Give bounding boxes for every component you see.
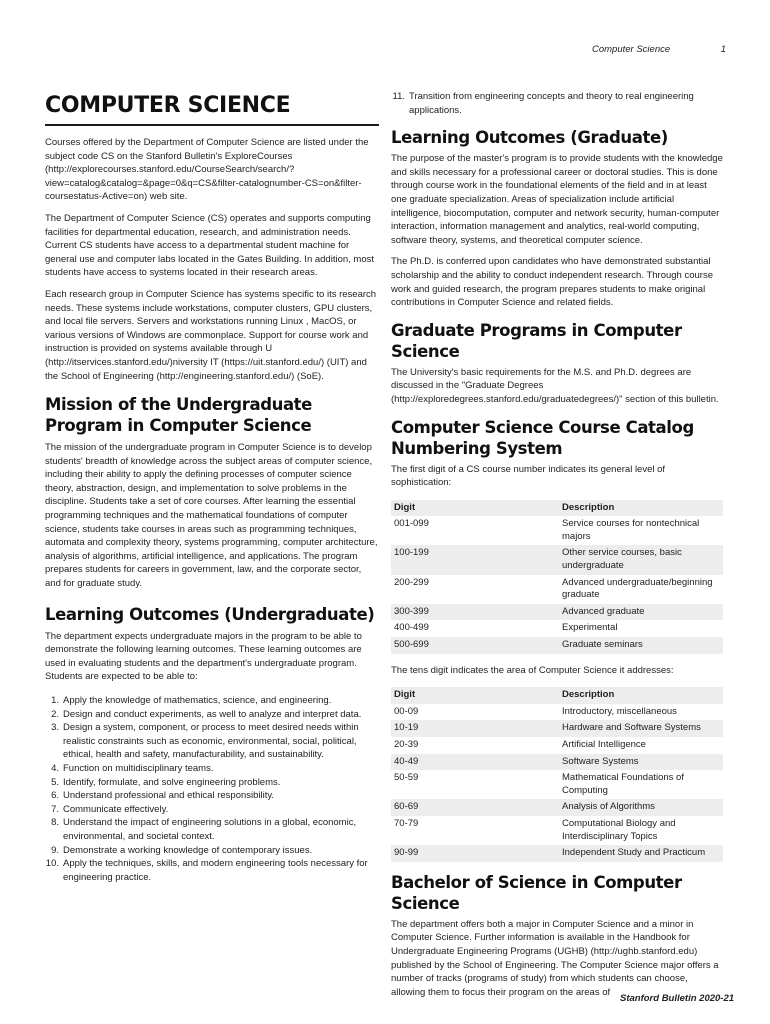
table-row: 00-09 Introductory, miscellaneous xyxy=(394,705,677,717)
table-row: 500-699 Graduate seminars xyxy=(391,637,723,654)
list-item: 11. Transition from engineering concepts and theory to real engineering applications. xyxy=(392,91,694,116)
bs-heading: Bachelor of Science in Computer Science xyxy=(391,872,682,913)
running-footer: Stanford Bulletin 2020-21 xyxy=(620,993,735,1004)
right-column xyxy=(391,90,723,999)
table-row: 200-299 Advanced undergraduate/beginning graduate xyxy=(394,576,713,601)
page-number: 1 xyxy=(720,44,726,55)
list-item: 7. Communicate effectively. xyxy=(51,803,169,815)
list-item: 1. Apply the knowledge of mathematics, science, and engineering. xyxy=(51,695,332,706)
table-row: 10-19 Hardware and Software Systems xyxy=(391,720,723,737)
table-row: 20-39 Artificial Intelligence xyxy=(394,739,646,750)
ugrad-outcomes-text: The department expects undergraduate majors in the program to be able to demonstrate the following learning outcomes. These learning outcomes are used in evaluating students and the department's undergraduate program. Students are expected to be able to: xyxy=(45,630,362,683)
table-row: 300-399 Advanced graduate xyxy=(391,604,723,621)
grad-programs-text: The University's basic requirements for the M.S. and Ph.D. degrees are discussed in the "Graduate Degrees (http://exploredegrees.stanford.edu/graduatedegrees/)" section of this bulletin. xyxy=(391,366,719,405)
outcomes-list-continued xyxy=(391,90,723,117)
table-row: 50-59 Mathematical Foundations of Computing xyxy=(394,772,684,796)
table-row: 70-79 Computational Biology and Interdisciplinary Topics xyxy=(394,817,676,842)
ugrad-outcomes-heading: Learning Outcomes (Undergraduate) xyxy=(45,604,375,624)
level-table xyxy=(391,500,723,654)
outcomes-list xyxy=(45,694,379,884)
running-header xyxy=(592,44,726,58)
numbering-heading: Computer Science Course Catalog Numbering System xyxy=(391,417,694,458)
table-row: 40-49 Software Systems xyxy=(391,754,723,771)
mission-text: The mission of the undergraduate program in Computer Science is to develop students' breadth of knowledge across the subject areas of computer science, including their ability to apply the defining processes of computer science theory, abstraction, design, and implementation to solve problems in the discipline. Students take a set of core courses. After learning the essential programming techniques and the mathematical foundations of computer science, students take courses in areas such as programming techniques, automata and complexity theory, systems programming, computer architecture, analysis of algorithms, artificial intelligence, and applications. The program prepares students for careers in government, law, and the corporate sector, and for graduate study. xyxy=(45,442,378,590)
grad-outcomes-text: The Ph.D. is conferred upon candidates who have demonstrated substantial scholarship and the ability to conduct independent research. Through course work and guided research, the program prepares students to make original contributions in Computer Science and related fields. xyxy=(391,256,713,309)
column-header-description: Description xyxy=(559,687,723,704)
table-row: 001-099 Service courses for nontechnical majors xyxy=(394,518,700,542)
list-item: 2. Design and conduct experiments, as well to analyze and interpret data. xyxy=(51,708,362,720)
table-row: 90-99 Independent Study and Practicum xyxy=(391,845,723,862)
left-column xyxy=(45,90,379,884)
intro-paragraph: Courses offered by the Department of Computer Science are listed under the subject code CS on the Stanford Bulletin's ExploreCourses (http://explorecourses.stanford.edu/CourseSearch/search/?view=catalog&catalog=&page=0&q=CS&filter-catalognumber-CS=on&filter-coursestatus-Active=on) web site. xyxy=(45,137,369,203)
list-item: 4. Function on multidisciplinary teams. xyxy=(51,762,214,774)
table-row: 60-69 Analysis of Algorithms xyxy=(391,799,723,816)
bs-text: The department offers both a major in Computer Science and a minor in Computer Science. Further information is available in the Handbook for Undergraduate Engineering Programs (UGHB) (http://ughb.stanford.edu) published by the School of Engineering. The Computer Science major offers a number of tracks (programs of study) from which students can choose, allowing them to focus their program on the areas of xyxy=(391,918,719,998)
column-header-digit: Digit xyxy=(391,500,559,517)
mission-heading: Mission of the Undergraduate Program in Computer Science xyxy=(45,395,312,436)
title-rule xyxy=(45,124,379,126)
list-item: 9. Demonstrate a working knowledge of contemporary issues. xyxy=(51,844,313,856)
intro-paragraph: The Department of Computer Science (CS) operates and supports computing facilities for departmental education, research, and administration needs. Current CS students have access to a departmental student machine for general use and computer labs located in the Gates Building. In addition, most students have access to systems located in their research areas. xyxy=(45,212,375,279)
numbering-text: The first digit of a CS course number indicates its general level of sophistication: xyxy=(391,463,666,489)
header-title: Computer Science xyxy=(592,44,671,55)
list-item: 10. Apply the techniques, skills, and modern engineering tools necessary for engineering practice. xyxy=(45,858,368,883)
table-row: 100-199 Other service courses, basic undergraduate xyxy=(391,545,723,574)
area-table xyxy=(391,687,723,862)
table-header-row xyxy=(391,500,723,517)
list-item: 6. Understand professional and ethical responsibility. xyxy=(51,790,275,802)
page-title: COMPUTER SCIENCE xyxy=(45,93,291,118)
grad-programs-heading: Graduate Programs in Computer Science xyxy=(391,320,682,361)
grad-outcomes-heading: Learning Outcomes (Graduate) xyxy=(391,128,668,148)
list-item: 3. Design a system, component, or process to meet desired needs within realistic constraints such as economic, environmental, social, political, ethical, health and safety, manufacturability, and sustainability. xyxy=(51,722,359,761)
table-header-row xyxy=(391,687,723,704)
intro-paragraph: Each research group in Computer Science has systems specific to its research needs. These systems include workstations, computer clusters, GPU clusters, and local file servers. Servers and workstations running Linux , MacOS, or various versions of Windows are commonplace. Support for course work and instruction is provided on systems available through U (http://itservices.stanford.edu/)niversity IT (https://uit.stanford.edu/) (UIT) and the School of Engineering (http://engineering.stanford.edu/) (SoE). xyxy=(45,288,377,382)
list-item: 8. Understand the impact of engineering solutions in a global, economic, environmental, and societal context. xyxy=(51,817,357,842)
tens-text: The tens digit indicates the area of Computer Science it addresses: xyxy=(391,664,674,676)
table-row: 400-499 Experimental xyxy=(394,622,618,634)
column-header-description: Description xyxy=(559,500,723,517)
column-header-digit: Digit xyxy=(391,687,559,704)
list-item: 5. Identify, formulate, and solve engineering problems. xyxy=(51,776,281,788)
grad-outcomes-text: The purpose of the master's program is to provide students with the knowledge and skills necessary for a professional career or doctoral studies. This is done through course work in the foundational elements of the field and in at least one graduate specialization. Areas of specialization include artificial intelligence, biocomputation, computer and network security, human-computer interaction, information management and analytics, real-world computing, software theory, systems, and theoretical computer science. xyxy=(391,153,723,246)
